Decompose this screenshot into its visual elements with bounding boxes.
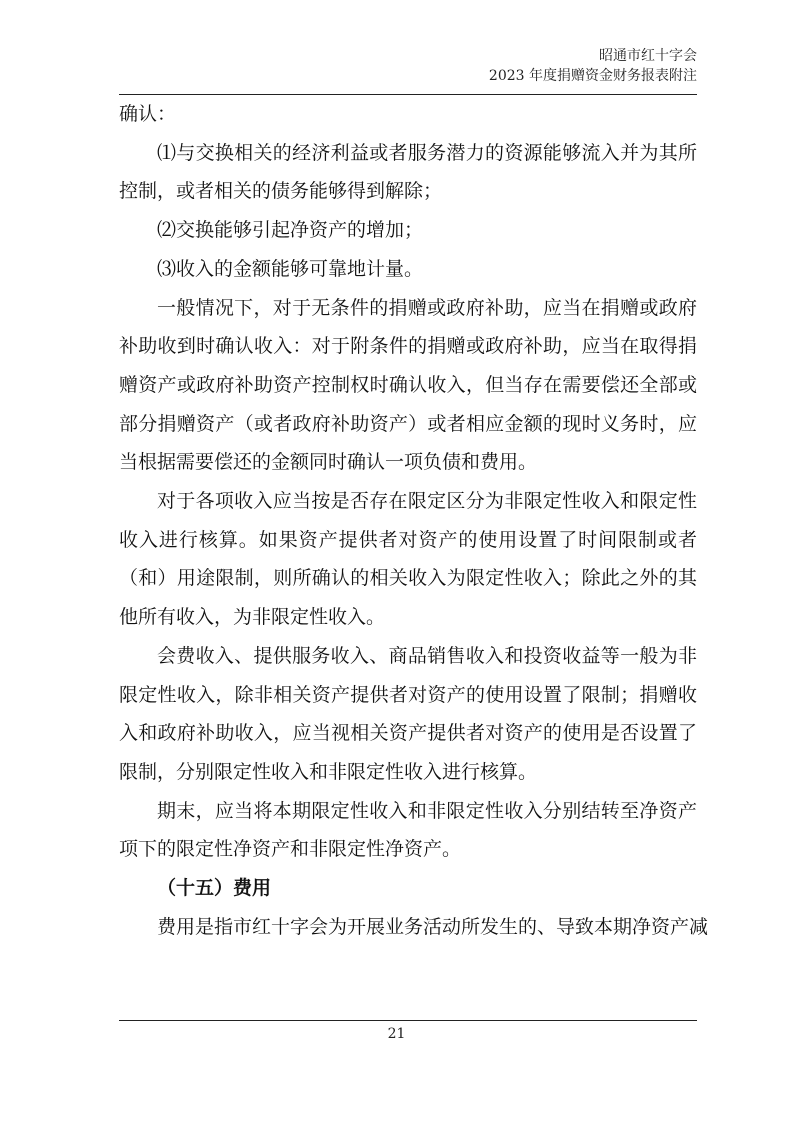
page-number: 21 — [387, 1026, 406, 1042]
intro-text: 确认： — [119, 103, 177, 125]
condition-item: ⑶收入的金额能够可靠地计量。 — [157, 257, 424, 280]
condition-item: ⑵交换能够引起净资产的增加； — [157, 219, 424, 242]
document-body — [119, 95, 709, 946]
section-heading: （十五）费用 — [157, 877, 272, 900]
body-paragraph: 期末，应当将本期限定性收入和非限定性收入分别结转至净资产项下的限定性净资产和非限定性净资产。 — [119, 799, 697, 861]
body-paragraph: 会费收入、提供服务收入、商品销售收入和投资收益等一般为非限定性收入，除非相关资产提供者对资产的使用设置了限制；捐赠收入和政府补助收入，应当视相关资产提供者对资产的使用是否设置了限制，分别限定性收入和非限定性收入进行核算。 — [119, 644, 697, 783]
header-org-name: 昭通市红十字会 — [599, 48, 697, 64]
footer-divider — [119, 1020, 697, 1021]
header-document-title: 2023 年度捐赠资金财务报表附注 — [488, 68, 697, 84]
condition-item: ⑴与交换相关的经济利益或者服务潜力的资源能够流入并为其所控制，或者相关的债务能够得到解除； — [119, 141, 697, 203]
body-paragraph: 一般情况下，对于无条件的捐赠或政府补助，应当在捐赠或政府补助收到时确认收入：对于附条件的捐赠或政府补助，应当在取得捐赠资产或政府补助资产控制权时确认收入，但当存在需要偿还全部或部分捐赠资产（或者政府补助资产）或者相应金额的现时义务时，应当根据需要偿还的金额同时确认一项负债和费用。 — [119, 296, 697, 474]
body-paragraph: 对于各项收入应当按是否存在限定区分为非限定性收入和限定性收入进行核算。如果资产提供者对资产的使用设置了时间限制或者（和）用途限制，则所确认的相关收入为限定性收入；除此之外的其他所有收入，为非限定性收入。 — [119, 490, 697, 629]
section-paragraph: 费用是指市红十字会为开展业务活动所发生的、导致本期净资产减 — [157, 915, 709, 938]
page-header — [489, 46, 697, 86]
